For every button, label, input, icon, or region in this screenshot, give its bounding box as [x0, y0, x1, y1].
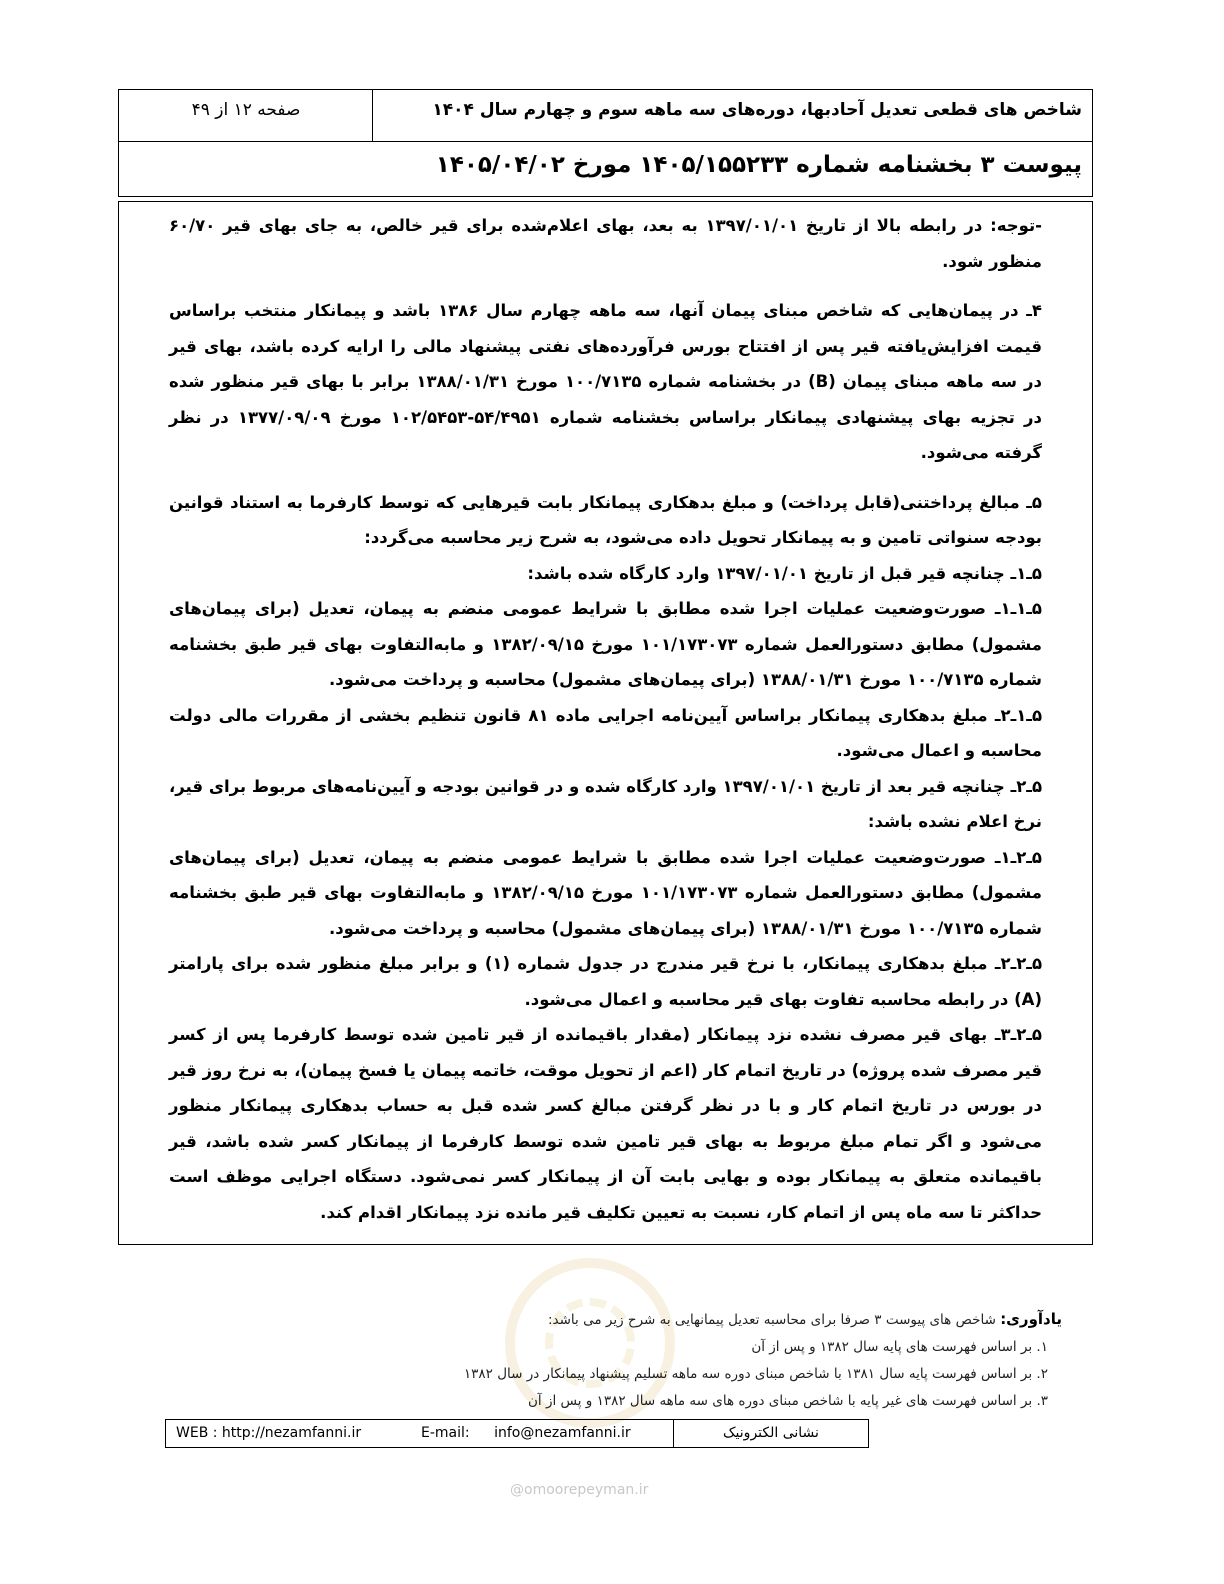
content-box [118, 201, 1093, 1245]
paragraph-5-2-1: ۵ـ۲ـ۱ـ صورت‌وضعیت عملیات اجرا شده مطابق با شرایط عمومی منضم به پیمان، تعدیل (برای پیمان‌های مشمول) مطابق دستورالعمل شماره ۱۰۱/۱۷۳۰۷۳ مورخ ۱۳۸۲/۰۹/۱۵ و مابه‌التفاوت بهای قیر طبق بخشنامه شماره ۱۰۰/۷۱۳۵ مورخ ۱۳۸۸/۰۱/۳۱ (برای پیمان‌های مشمول) محاسبه و پرداخت می‌شود. [169, 847, 1042, 938]
paragraph-5-1-1: ۵ـ۱ـ۱ـ صورت‌وضعیت عملیات اجرا شده مطابق با شرایط عمومی منضم به پیمان، تعدیل (برای پیمان‌های مشمول) مطابق دستورالعمل شماره ۱۰۱/۱۷۳۰۷۳ مورخ ۱۳۸۲/۰۹/۱۵ و مابه‌التفاوت بهای قیر طبق بخشنامه شماره ۱۰۰/۷۱۳۵ مورخ ۱۳۸۸/۰۱/۳۱ (برای پیمان‌های مشمول) محاسبه و پرداخت می‌شود. [169, 599, 1042, 689]
reminder-notes [302, 1306, 1062, 1415]
footer-web: WEB : http://nezamfanni.ir [176, 1425, 362, 1441]
footer-email-group [421, 1425, 631, 1441]
watermark-site: omoorepeyman.ir [524, 1482, 649, 1498]
page-header [118, 89, 1093, 197]
footer-label: نشانی الکترونیک [673, 1420, 868, 1447]
paragraph-5: ۵ـ مبالغ پرداختنی(قابل پرداخت) و مبلغ بدهکاری پیمانکار بابت قیرهایی که توسط کارفرما به استناد قوانین بودجه سنواتی تامین و به پیمانکار تحویل داده می‌شود، به شرح زیر محاسبه می‌گردد: [169, 492, 1042, 547]
paragraph-5-2-3: ۵ـ۲ـ۳ـ بهای قیر مصرف نشده نزد پیمانکار (مقدار باقیمانده از قیر تامین شده توسط کارفرما پس از کسر قیر مصرف شده پروژه) در تاریخ اتمام کار (اعم از تحویل موقت، خاتمه پیمان یا فسخ پیمان)، به نرخ روز قیر در بورس در تاریخ اتمام کار و با در نظر گرفتن مبالغ کسر شده قبل به حساب بدهکاری پیمانکار منظور می‌شود و اگر تمام مبلغ مربوط به بهای قیر تامین شده توسط کارفرما از پیمانکار کسر شده باشد، قیر باقیمانده متعلق به پیمانکار بوده و بهایی بابت آن از پیمانکار کسر نمی‌شود. دستگاه اجرایی موظف است حداکثر تا سه ماه پس از اتمام کار، نسبت به تعیین تکلیف قیر مانده نزد پیمانکار اقدام کند. [169, 1025, 1042, 1222]
notes-intro: شاخص های پیوست ۳ صرفا برای محاسبه تعدیل پیمانهایی به شرح زیر می باشد: [547, 1312, 996, 1328]
header-top-row [119, 90, 1092, 142]
notes-title: یادآوری: [1000, 1310, 1062, 1328]
notes-header [302, 1306, 1062, 1334]
note-item: ۳. بر اساس فهرست های غیر پایه با شاخص مبنای دوره های سه ماهه سال ۱۳۸۲ و پس از آن [528, 1393, 1048, 1409]
paragraph-5-2-2: ۵ـ۲ـ۲ـ مبلغ بدهکاری پیمانکار، با نرخ قیر مندرج در جدول شماره (۱) و برابر مبلغ منظور شده برای پارامتر (A) در رابطه محاسبه تفاوت بهای قیر محاسبه و اعمال می‌شود. [169, 954, 1043, 1009]
paragraph-4: ۴ـ در پیمان‌هایی که شاخص مبنای پیمان آنها، سه ماهه چهارم سال ۱۳۸۶ باشد و پیمانکار منتخب براساس قیمت افزایش‌یافته قیر پس از افتتاح بورس فرآورده‌های نفتی پیشنهاد مالی را ارایه کرده باشد، بهای قیر در سه ماهه مبنای پیمان (B) در بخشنامه شماره ۱۰۰/۷۱۳۵ مورخ ۱۳۸۸/۰۱/۳۱ برابر با بهای قیر منظور شده در تجزیه بهای پیشنهادی پیمانکار براساس بخشنامه شماره ۵۴/۴۹۵۱-۱۰۲/۵۴۵۳ مورخ ۱۳۷۷/۰۹/۰۹ در نظر گرفته می‌شود. [169, 301, 1042, 462]
note-paragraph: -توجه: در رابطه بالا از تاریخ ۱۳۹۷/۰۱/۰۱ به بعد، بهای اعلام‌شده برای قیر خالص، به جای بهای قیر ۶۰/۷۰ منظور شود. [169, 216, 1042, 271]
footer-contact-box [165, 1419, 869, 1448]
page-number: صفحه ۱۲ از ۴۹ [191, 100, 301, 120]
paragraph-5-1-2: ۵ـ۱ـ۲ـ مبلغ بدهکاری پیمانکار براساس آیین‌نامه اجرایی ماده ۸۱ قانون تنظیم بخشی از مقررات مالی دولت محاسبه و اعمال می‌شود. [169, 705, 1043, 760]
header-title: شاخص های قطعی تعدیل آحادبها، دوره‌های سه ماهه سوم و چهارم سال ۱۴۰۴ [372, 90, 1092, 141]
watermark-at-icon: @ [510, 1482, 524, 1498]
paragraph-5-1: ۵ـ۱ـ چنانچه قیر قبل از تاریخ ۱۳۹۷/۰۱/۰۱ وارد کارگاه شده باشد: [527, 563, 1042, 583]
header-subtitle: پیوست ۳ بخشنامه شماره ۱۴۰۵/۱۵۵۲۳۳ مورخ ۱۴۰۵/۰۴/۰۲ [435, 152, 1082, 178]
note-item: ۱. بر اساس فهرست های پایه سال ۱۳۸۲ و پس از آن [751, 1339, 1048, 1355]
footer-email: info@nezamfanni.ir [494, 1425, 631, 1441]
paragraph-5-2: ۵ـ۲ـ چنانچه قیر بعد از تاریخ ۱۳۹۷/۰۱/۰۱ وارد کارگاه شده و در قوانین بودجه و آیین‌نامه‌های مربوط برای قیر، نرخ اعلام نشده باشد: [169, 776, 1043, 831]
note-item: ۲. بر اساس فهرست پایه سال ۱۳۸۱ با شاخص مبنای دوره سه ماهه تسلیم پیشنهاد پیمانکار در سال ۱۳۸۲ [463, 1366, 1048, 1382]
watermark-text [510, 1482, 648, 1498]
footer-email-label: E-mail: [421, 1425, 470, 1441]
